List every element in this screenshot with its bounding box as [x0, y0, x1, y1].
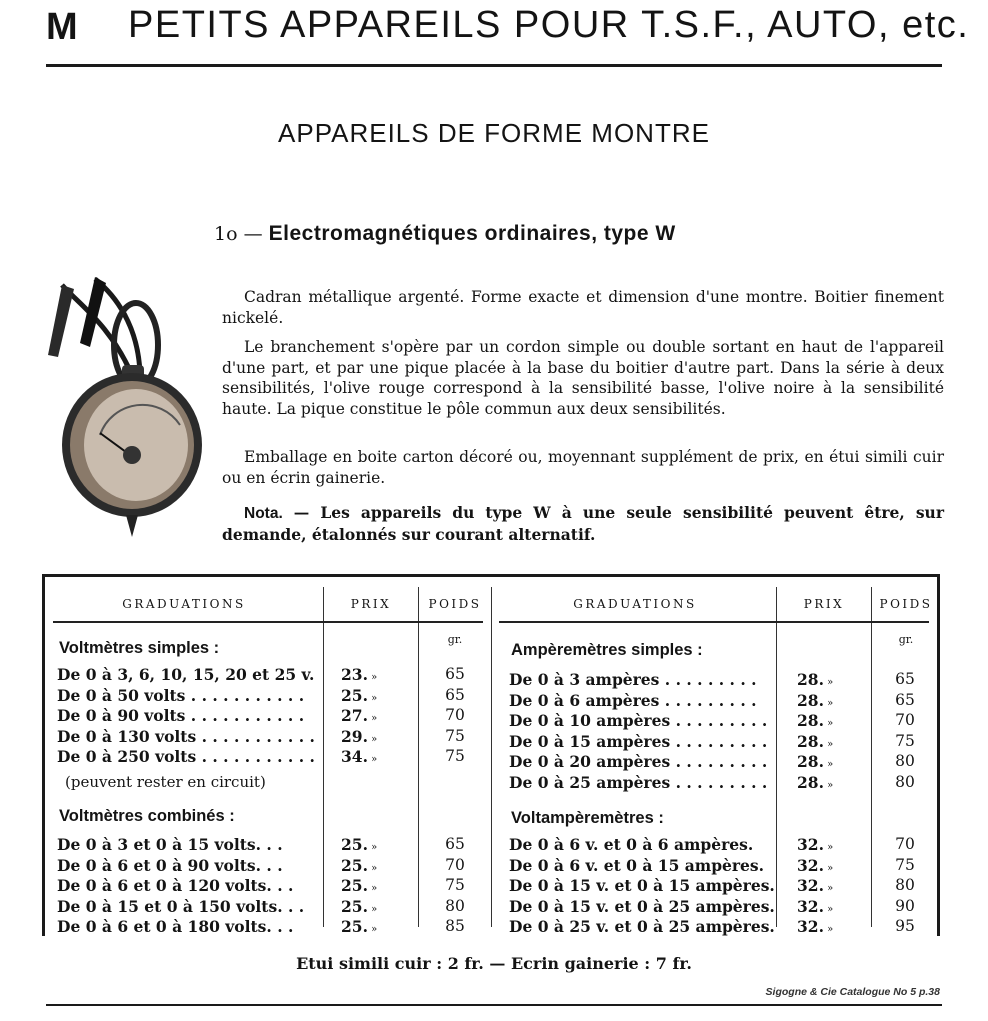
table-row-label: De 0 à 6 v. et 0 à 6 ampères.	[509, 835, 754, 854]
price-value: 34.	[341, 747, 368, 766]
table-row-label: De 0 à 130 volts . . . . . . . . . . .	[57, 726, 315, 746]
table-row-price	[797, 835, 833, 854]
ditto-mark: »	[367, 733, 378, 745]
unit-grams-right: gr.	[898, 633, 914, 646]
ditto-mark: »	[367, 883, 378, 894]
table-row-label: De 0 à 90 volts . . . . . . . . . . .	[57, 706, 305, 725]
table-row-weight: 95	[895, 917, 915, 935]
table-row-label: De 0 à 3 ampères . . . . . . . . .	[509, 670, 757, 689]
table-row-weight: 80	[445, 896, 465, 915]
group-amperemetres-simples: Ampèremètres simples :	[511, 641, 703, 659]
header-title: PETITS APPAREILS POUR T.S.F., AUTO, etc.	[128, 4, 970, 46]
voltmetres-note: (peuvent rester en circuit)	[65, 773, 266, 791]
table-row-label: De 0 à 6 et 0 à 120 volts. . .	[57, 876, 294, 895]
group-voltmetres-combines: Voltmètres combinés :	[59, 807, 235, 825]
col-header-prix-right: PRIX	[803, 597, 845, 611]
col-header-poids-left: POIDS	[428, 597, 482, 611]
ditto-mark: »	[367, 672, 378, 683]
price-value: 25.	[341, 685, 368, 705]
table-row-label: De 0 à 3 et 0 à 15 volts. . .	[57, 835, 283, 854]
price-value: 29.	[341, 726, 368, 746]
price-value: 25.	[341, 855, 368, 875]
ditto-mark: »	[823, 759, 834, 770]
table-row-label: De 0 à 50 volts . . . . . . . . . . .	[57, 685, 305, 705]
paragraph-description: Cadran métallique argenté. Forme exacte et dimension d'une montre. Boitier finement nickelé.	[222, 288, 944, 327]
table-row-price	[341, 727, 377, 746]
subsection-heading	[214, 222, 676, 246]
table-row-price	[341, 856, 377, 875]
table-row-label: De 0 à 6 ampères . . . . . . . . .	[509, 690, 757, 710]
table-row-price	[797, 670, 833, 689]
table-row-weight: 65	[895, 690, 915, 709]
table-row-price	[341, 747, 377, 766]
table-row-weight: 75	[445, 876, 465, 894]
ditto-mark: »	[367, 754, 378, 765]
paragraph-nota	[222, 503, 944, 545]
table-row-weight: 80	[895, 772, 915, 791]
table-row-weight: 75	[445, 726, 465, 745]
table-row-weight: 75	[895, 731, 915, 750]
table-row-weight: 70	[445, 855, 465, 874]
table-row-price	[797, 711, 833, 730]
price-value: 32.	[797, 835, 824, 854]
ditto-mark: »	[367, 842, 378, 853]
col-header-prix-left: PRIX	[350, 597, 392, 611]
price-value: 28.	[797, 772, 824, 792]
catalogue-credit: Sigogne & Cie Catalogue No 5 p.38	[765, 986, 940, 998]
ditto-mark: »	[367, 713, 378, 724]
table-row-label: De 0 à 20 ampères . . . . . . . . .	[509, 752, 768, 771]
price-value: 25.	[341, 896, 368, 916]
table-row-label: De 0 à 6 et 0 à 180 volts. . .	[57, 917, 294, 936]
needle-pivot	[123, 446, 141, 464]
table-row-price	[797, 773, 833, 792]
table-row-price	[341, 686, 377, 705]
header-rule	[46, 64, 942, 67]
table-row-weight: 75	[445, 747, 465, 765]
ditto-mark: »	[823, 883, 834, 894]
table-row-label: De 0 à 15 v. et 0 à 15 ampères.	[509, 876, 775, 895]
price-value: 32.	[797, 876, 824, 895]
price-value: 27.	[341, 706, 368, 725]
nota-text: — Les appareils du type W à une seule sensibilité peuvent être, sur demande, étalonnés sur courant alternatif.	[222, 503, 944, 544]
table-row-label: De 0 à 3, 6, 10, 15, 20 et 25 v.	[57, 665, 315, 684]
col-header-graduations-left: GRADUATIONS	[122, 597, 246, 611]
pocket-meter-illustration	[40, 265, 205, 545]
ditto-mark: »	[823, 697, 834, 709]
price-value: 25.	[341, 835, 368, 854]
price-value: 28.	[797, 752, 824, 771]
table-row-label: De 0 à 15 et 0 à 150 volts. . .	[57, 896, 305, 916]
ditto-mark: »	[367, 903, 378, 915]
ditto-mark: »	[823, 903, 834, 915]
table-row-price	[341, 706, 377, 725]
ditto-mark: »	[823, 779, 834, 791]
meter-spike	[126, 515, 138, 537]
olive-plug-red	[48, 285, 74, 357]
ditto-mark: »	[823, 738, 834, 750]
ditto-mark: »	[367, 862, 378, 874]
price-value: 32.	[797, 917, 824, 936]
table-row-price	[341, 876, 377, 895]
table-row-weight: 75	[895, 855, 915, 874]
paragraph-connection: Le branchement s'opère par un cordon simple ou double sortant en haut de l'appareil d'une part, et par une pique placée à la base du boitier d'autre part. Dans la série à deux sensibilités, l'olive rouge correspond à la sensibilité basse, l'olive noire à la sensibilité haute. La pique constitue le pôle commun aux deux sensibilités.	[222, 338, 944, 418]
table-row-label: De 0 à 6 et 0 à 90 volts. . .	[57, 855, 283, 875]
table-row-weight: 70	[445, 706, 465, 724]
table-row-label: De 0 à 6 v. et 0 à 15 ampères.	[509, 855, 765, 875]
footer-rule	[46, 1004, 942, 1006]
price-table	[42, 574, 940, 936]
table-row-label: De 0 à 10 ampères . . . . . . . . .	[509, 711, 768, 730]
ditto-mark: »	[367, 692, 378, 704]
nota-label: Nota.	[244, 505, 283, 522]
table-row-price	[797, 917, 833, 936]
table-row-weight: 85	[445, 917, 465, 935]
table-row-weight: 80	[895, 876, 915, 894]
table-row-weight: 65	[445, 685, 465, 704]
case-prices: Etui simili cuir : 2 fr. — Ecrin gainerie : 7 fr.	[296, 954, 692, 973]
table-row-label: De 0 à 15 ampères . . . . . . . . .	[509, 731, 768, 751]
table-row-price	[341, 665, 377, 684]
table-row-price	[797, 876, 833, 895]
price-value: 28.	[797, 690, 824, 710]
price-value: 32.	[797, 855, 824, 875]
price-value: 32.	[797, 896, 824, 916]
olive-plug-black	[80, 277, 106, 347]
table-row-label: De 0 à 15 v. et 0 à 25 ampères.	[509, 896, 775, 916]
table-row-price	[797, 897, 833, 916]
price-value: 28.	[797, 670, 824, 689]
table-row-price	[341, 917, 377, 936]
subsection-number: 1o —	[214, 223, 263, 245]
table-row-label: De 0 à 25 v. et 0 à 25 ampères.	[509, 917, 775, 936]
table-row-weight: 65	[445, 665, 465, 683]
ditto-mark: »	[823, 862, 834, 874]
price-value: 23.	[341, 665, 368, 684]
header-letter: M	[46, 6, 78, 48]
table-row-price	[797, 752, 833, 771]
table-row-price	[341, 835, 377, 854]
table-row-weight: 65	[445, 835, 465, 853]
table-row-price	[797, 732, 833, 751]
table-row-price	[341, 897, 377, 916]
section-title: APPAREILS DE FORME MONTRE	[278, 118, 710, 148]
col-header-poids-right: POIDS	[879, 597, 933, 611]
table-row-label: De 0 à 25 ampères . . . . . . . . .	[509, 772, 768, 792]
price-value: 25.	[341, 876, 368, 895]
price-value: 25.	[341, 917, 368, 936]
table-row-weight: 80	[895, 752, 915, 770]
ditto-mark: »	[823, 718, 834, 729]
table-row-weight: 90	[895, 896, 915, 915]
group-voltamperemetres: Voltampèremètres :	[511, 809, 664, 827]
table-row-weight: 65	[895, 670, 915, 688]
table-row-price	[797, 691, 833, 710]
table-row-weight: 70	[895, 835, 915, 853]
subsection-title: Electromagnétiques ordinaires, type W	[268, 222, 676, 245]
paragraph-packaging: Emballage en boite carton décoré ou, moyennant supplément de prix, en étui simili cuir ou en écrin gainerie.	[222, 448, 944, 487]
ditto-mark: »	[823, 842, 834, 853]
ditto-mark: »	[367, 924, 378, 935]
table-row-weight: 70	[895, 711, 915, 729]
ditto-mark: »	[823, 677, 834, 688]
price-value: 28.	[797, 731, 824, 751]
price-value: 28.	[797, 711, 824, 730]
group-voltmetres-simples: Voltmètres simples :	[59, 639, 220, 657]
col-header-graduations-right: GRADUATIONS	[573, 597, 697, 611]
ditto-mark: »	[823, 924, 834, 935]
table-row-label: De 0 à 250 volts . . . . . . . . . . .	[57, 747, 315, 766]
table-row-price	[797, 856, 833, 875]
unit-grams-left: gr.	[447, 633, 463, 646]
